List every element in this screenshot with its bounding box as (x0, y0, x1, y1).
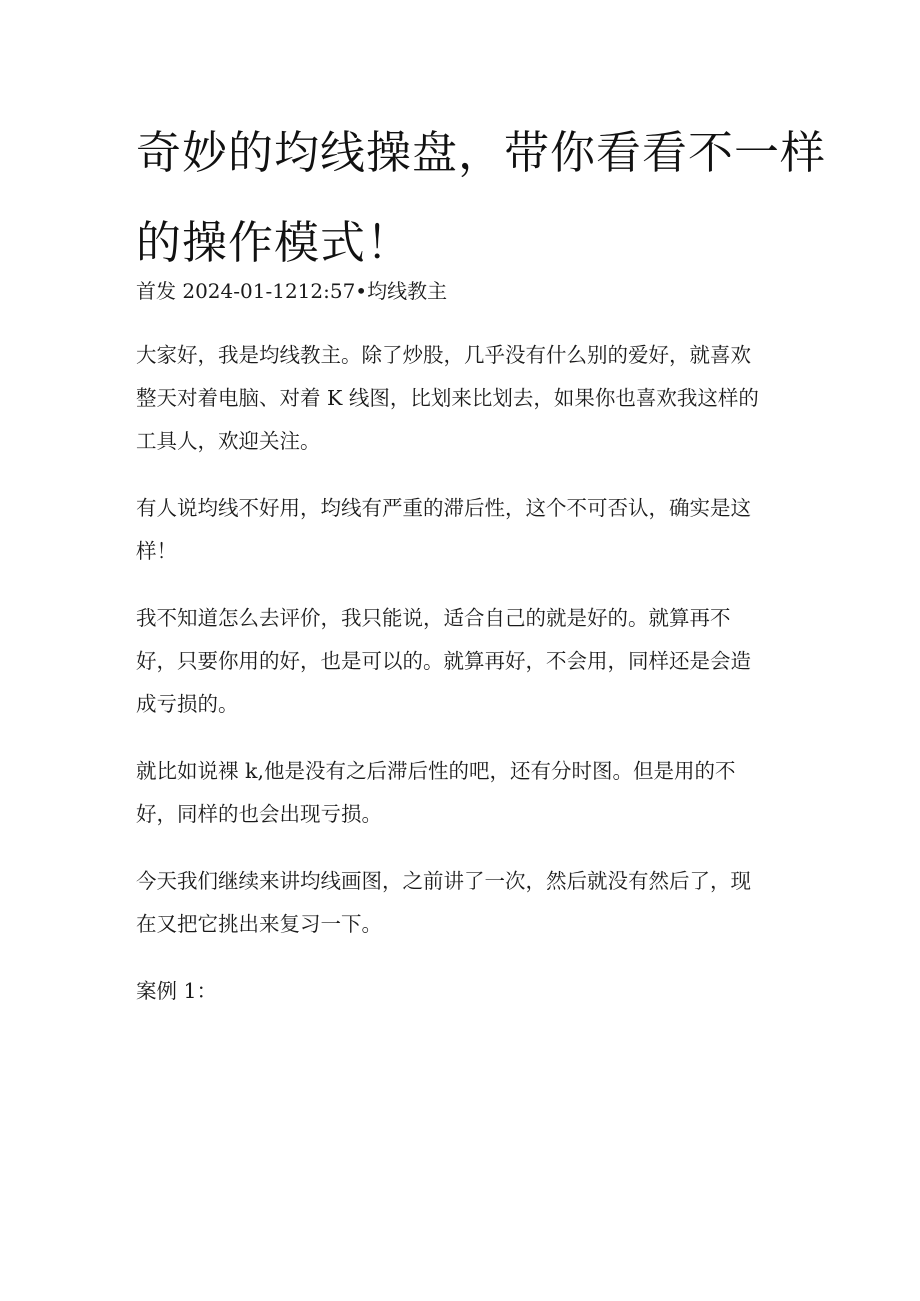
paragraph-line: 好，只要你用的好，也是可以的。就算再好，不会用，同样还是会造 (136, 649, 751, 673)
article-body (136, 334, 796, 1013)
paragraph-lag (136, 487, 796, 573)
title-line-1: 奇妙的均线操盘，带你看看不一样 (136, 126, 827, 179)
paragraph-line: 样！ (136, 539, 177, 563)
paragraph-line: 有人说均线不好用，均线有严重的滞后性，这个不可否认，确实是这 (136, 496, 751, 520)
paragraph-today (136, 860, 796, 946)
paragraph-line: 我不知道怎么去评价，我只能说，适合自己的就是好的。就算再不 (136, 606, 731, 630)
paragraph-intro (136, 334, 796, 463)
article-title (136, 108, 827, 288)
paragraph-line: 整天对着电脑、对着 K 线图，比划来比划去，如果你也喜欢我这样的 (136, 386, 759, 410)
paragraph-line: 在又把它挑出来复习一下。 (136, 912, 382, 936)
paragraph-naked-k (136, 750, 796, 836)
paragraph-evaluation (136, 597, 796, 726)
case-label: 案例 1： (136, 979, 218, 1003)
paragraph-line: 今天我们继续来讲均线画图，之前讲了一次，然后就没有然后了，现 (136, 869, 751, 893)
paragraph-line: 好，同样的也会出现亏损。 (136, 802, 382, 826)
paragraph-line: 大家好，我是均线教主。除了炒股，几乎没有什么别的爱好，就喜欢 (136, 343, 751, 367)
paragraph-line: 成亏损的。 (136, 692, 239, 716)
paragraph-line: 就比如说裸 k,他是没有之后滞后性的吧，还有分时图。但是用的不 (136, 759, 736, 783)
article-meta: 首发 2024-01-1212:57•均线教主 (136, 279, 448, 303)
title-line-2: 的操作模式！ (136, 216, 413, 269)
paragraph-line: 工具人，欢迎关注。 (136, 429, 321, 453)
